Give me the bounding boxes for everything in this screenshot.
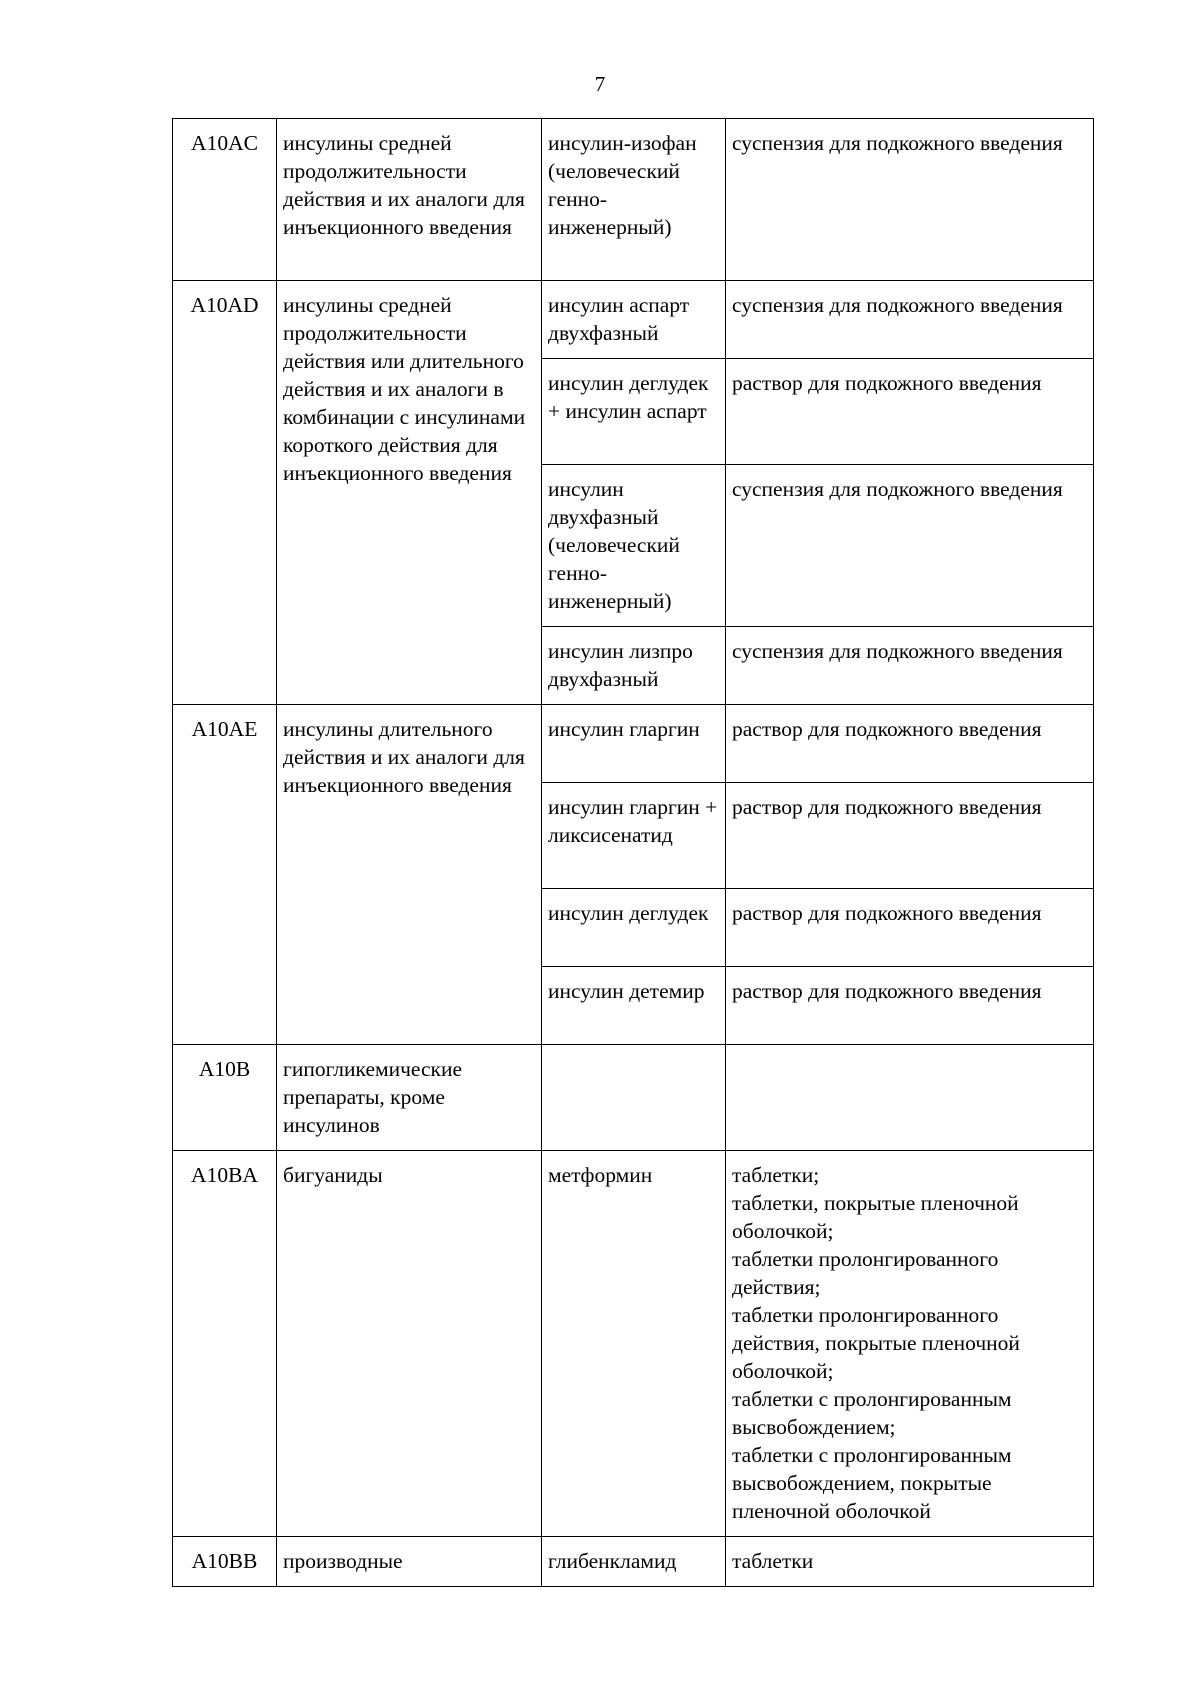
drug-name: инсулин-изофан (человеческий генно-инженерный) bbox=[542, 119, 726, 281]
dosage-form: таблетки; bbox=[732, 1163, 820, 1187]
dosage-form: таблетки с пролонгированным высвобождением; bbox=[732, 1387, 1012, 1439]
drug-name: инсулин аспарт двухфазный bbox=[542, 281, 726, 359]
drug-name: инсулин деглудек + инсулин аспарт bbox=[542, 359, 726, 465]
dosage-form-empty bbox=[726, 1045, 1094, 1151]
dosage-form: суспензия для подкожного введения bbox=[726, 281, 1094, 359]
drug-name: инсулин гларгин + ликсисенатид bbox=[542, 783, 726, 889]
dosage-form: суспензия для подкожного введения bbox=[726, 627, 1094, 705]
drug-name: инсулин детемир bbox=[542, 967, 726, 1045]
table-row bbox=[173, 1045, 1094, 1151]
drug-name: глибенкламид bbox=[542, 1537, 726, 1587]
dosage-form: суспензия для подкожного введения bbox=[726, 465, 1094, 627]
table-row bbox=[173, 1537, 1094, 1587]
drug-name: инсулин лизпро двухфазный bbox=[542, 627, 726, 705]
drug-name-empty bbox=[542, 1045, 726, 1151]
table-row bbox=[173, 119, 1094, 281]
atc-group-name: инсулины средней продолжительности действия и их аналоги для инъекционного введения bbox=[277, 119, 542, 281]
atc-code: A10B bbox=[173, 1045, 277, 1151]
atc-group-name: производные bbox=[277, 1537, 542, 1587]
atc-code: A10BB bbox=[173, 1537, 277, 1587]
dosage-form: таблетки с пролонгированным высвобождением, покрытые пленочной оболочкой bbox=[732, 1443, 1012, 1523]
page-number: 7 bbox=[594, 72, 606, 96]
table-row bbox=[173, 705, 1094, 783]
atc-group-name: инсулины средней продолжительности действия или длительного действия и их аналоги в комбинации с инсулинами короткого действия для инъекционного введения bbox=[277, 281, 542, 705]
dosage-form: таблетки пролонгированного действия; bbox=[732, 1247, 999, 1299]
drug-name: метформин bbox=[542, 1151, 726, 1537]
atc-code: A10BA bbox=[173, 1151, 277, 1537]
dosage-form: раствор для подкожного введения bbox=[726, 967, 1094, 1045]
atc-code: A10AD bbox=[173, 281, 277, 705]
atc-code: A10AC bbox=[173, 119, 277, 281]
atc-group-name: инсулины длительного действия и их аналоги для инъекционного введения bbox=[277, 705, 542, 1045]
drug-name: инсулин гларгин bbox=[542, 705, 726, 783]
dosage-form: раствор для подкожного введения bbox=[726, 705, 1094, 783]
dosage-form: суспензия для подкожного введения bbox=[726, 119, 1094, 281]
atc-group-name: гипогликемические препараты, кроме инсулинов bbox=[277, 1045, 542, 1151]
dosage-form: таблетки пролонгированного действия, покрытые пленочной оболочкой; bbox=[732, 1303, 1020, 1383]
dosage-form: раствор для подкожного введения bbox=[726, 783, 1094, 889]
atc-drug-table bbox=[172, 118, 1094, 1587]
dosage-form: таблетки, покрытые пленочной оболочкой; bbox=[732, 1191, 1019, 1243]
drug-name: инсулин деглудек bbox=[542, 889, 726, 967]
drug-name: инсулин двухфазный (человеческий генно-инженерный) bbox=[542, 465, 726, 627]
atc-code: A10AE bbox=[173, 705, 277, 1045]
dosage-form: раствор для подкожного введения bbox=[726, 359, 1094, 465]
dosage-form-list bbox=[726, 1151, 1094, 1537]
table-row bbox=[173, 281, 1094, 359]
dosage-form: раствор для подкожного введения bbox=[726, 889, 1094, 967]
dosage-form: таблетки bbox=[726, 1537, 1094, 1587]
atc-group-name: бигуаниды bbox=[277, 1151, 542, 1537]
table-row bbox=[173, 1151, 1094, 1537]
